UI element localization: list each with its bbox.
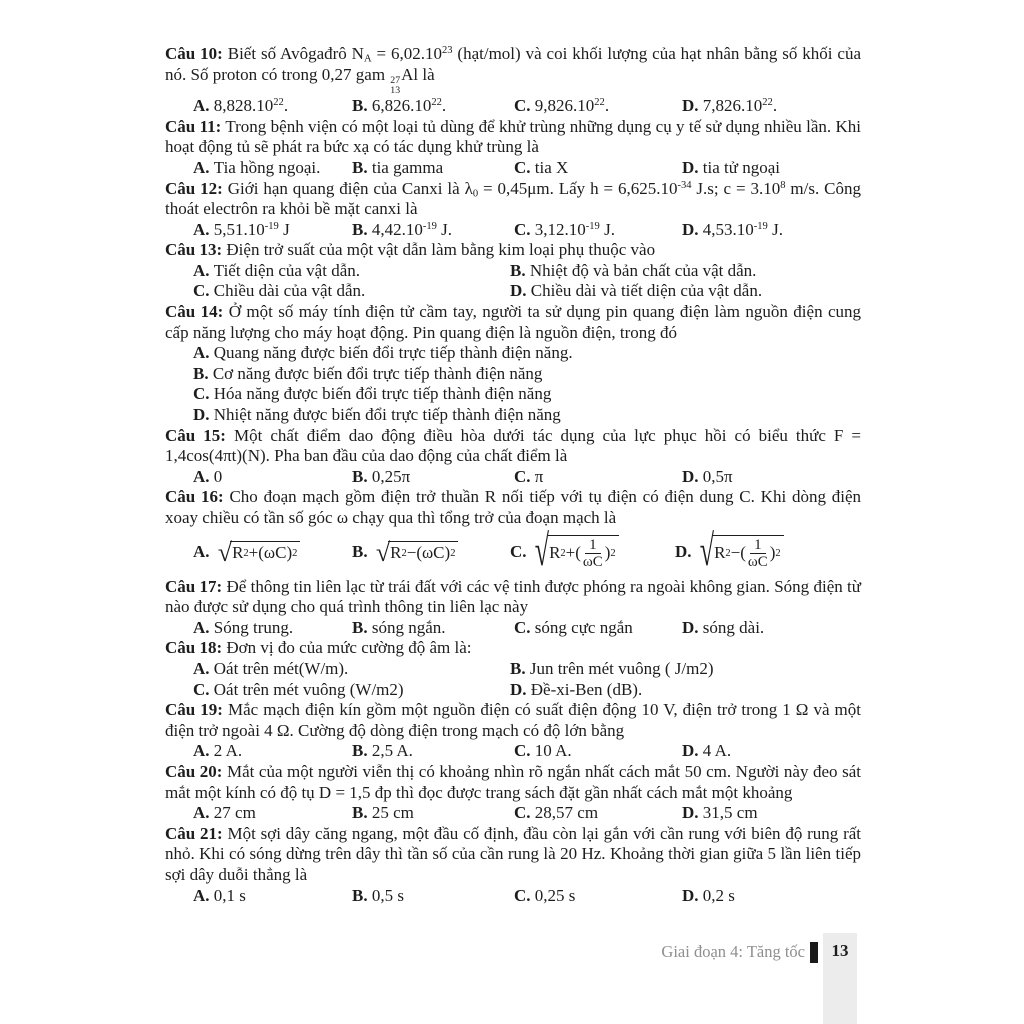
option-label: D. (193, 405, 210, 425)
isotope-notation: 27 13 (390, 75, 401, 97)
question-item (165, 762, 861, 824)
answer-option-a (193, 261, 360, 282)
option-label: C. (514, 466, 531, 486)
answer-option-d (510, 281, 762, 302)
option-text: Nhiệt độ và bản chất của vật dẫn. (529, 260, 757, 280)
question-item (165, 179, 861, 241)
question-item (165, 577, 861, 639)
option-label: C. (510, 542, 527, 562)
options-row (165, 680, 861, 701)
option-label: D. (682, 617, 699, 637)
question-item (165, 824, 861, 906)
option-label: B. (352, 542, 368, 562)
answer-option-c (514, 803, 598, 824)
option-text: Jun trên mét vuông ( J/m2) (529, 658, 714, 678)
answer-option-c (514, 158, 568, 179)
question-number: Câu 21: (165, 823, 223, 843)
option-text: π (534, 466, 544, 486)
options-row (165, 618, 861, 639)
question-item (165, 44, 861, 117)
question-stem (165, 762, 861, 803)
answer-option-b (352, 96, 446, 117)
question-text: Trong bệnh viện có một loại tủ dùng để khử trùng những dụng cụ y tế sử dụng nhiều lần. Khi hoạt động tủ sẽ phát ra bức xạ có tác dụng khử trùng là (165, 116, 861, 157)
answer-option-a (193, 158, 320, 179)
question-text: Để thông tin liên lạc từ trái đất với các vệ tinh được phóng ra ngoài không gian. Sóng điện từ nào được sử dụng cho quá trình thông tin liên lạc này (165, 576, 861, 617)
option-label: A. (193, 542, 210, 562)
option-text: 31,5 cm (702, 803, 758, 823)
question-stem (165, 117, 861, 158)
option-label: D. (682, 96, 699, 116)
option-text: 2 A. (213, 741, 243, 761)
option-text: Tiết diện của vật dẫn. (213, 260, 360, 280)
option-label: D. (682, 466, 699, 486)
answer-option-b (352, 220, 452, 241)
answer-option-b (352, 529, 458, 577)
option-label: B. (352, 885, 368, 905)
option-text: Hóa năng được biến đổi trực tiếp thành điện năng (213, 384, 552, 404)
option-text: 6,826.10$^{22}$. (371, 96, 447, 116)
answer-option-b (193, 364, 542, 385)
fraction: $\frac{1}{\omega C}$ (747, 536, 768, 571)
option-label: A. (193, 466, 210, 486)
answer-option-a (193, 659, 348, 680)
answer-option-d (682, 618, 764, 639)
option-text: tia gamma (371, 157, 444, 177)
question-text: Biết số Avôgađrô $N_A = 6,02.10^{23}$ (hạt/mol) và coi khối lượng của hạt nhân bằng số khối của nó. Số proton có trong 0,27 gam 27 13 Al là (165, 44, 862, 97)
option-text: Sóng trung. (213, 617, 294, 637)
option-text: $3,12.10^{-19}$ J. (534, 219, 615, 239)
question-number: Câu 11: (165, 116, 222, 136)
option-label: C. (514, 617, 531, 637)
answer-option-d (682, 220, 783, 241)
option-text: 0,2 s (702, 885, 735, 905)
option-label: D. (682, 157, 699, 177)
option-text: $4,53.10^{-19}$ J. (702, 219, 783, 239)
sqrt-radical-icon: √ (217, 537, 233, 567)
question-stem (165, 700, 861, 741)
question-stem (165, 302, 861, 343)
answer-option-b (510, 261, 756, 282)
option-label: B. (352, 466, 368, 486)
option-text: Cơ năng được biến đổi trực tiếp thành điện năng (212, 363, 543, 383)
answer-option-d (682, 158, 780, 179)
options-row (165, 803, 861, 824)
options-row (165, 384, 861, 405)
answer-option-d (682, 886, 735, 907)
question-stem (165, 179, 861, 220)
option-label: B. (352, 741, 368, 761)
option-text: Oát trên mét(W/m). (213, 658, 349, 678)
answer-option-c (510, 525, 619, 577)
option-label: C. (514, 803, 531, 823)
option-text: sóng cực ngắn (534, 617, 633, 637)
question-text: Mắc mạch điện kín gồm một nguồn điện có suất điện động 10 V, điện trở trong 1 Ω và một điện trở ngoài 4 Ω. Cường độ dòng điện trong mạch có độ lớn bằng (165, 700, 861, 740)
answer-option-b (352, 467, 410, 488)
sqrt-radical-icon: √ (375, 537, 391, 567)
option-label: C. (514, 157, 531, 177)
option-label: B. (510, 260, 526, 280)
option-label: D. (510, 679, 527, 699)
answer-option-a (193, 220, 290, 241)
option-label: B. (193, 363, 209, 383)
option-label: B. (352, 219, 368, 239)
footer-divider-bar (810, 942, 818, 963)
answer-option-d (682, 96, 777, 117)
option-text: 8,828.10$^{22}$. (213, 96, 289, 116)
square-root-formula: √ R 2 +( $\frac{1}{\omega C}$ ) 2 (535, 535, 619, 571)
option-label: D. (682, 803, 699, 823)
option-label: D. (682, 741, 699, 761)
question-text: Điện trở suất của một vật dẫn làm bằng kim loại phụ thuộc vào (226, 240, 656, 260)
question-number: Câu 19: (165, 700, 223, 720)
options-row (165, 467, 861, 488)
answer-option-b (352, 618, 446, 639)
answer-option-d (510, 680, 642, 701)
options-row (165, 659, 861, 680)
sqrt-radical-icon: √ (699, 525, 715, 575)
answer-option-a (193, 886, 246, 907)
options-row (165, 886, 861, 907)
option-text: 0,5π (702, 466, 733, 486)
option-label: C. (514, 219, 531, 239)
question-item (165, 638, 861, 700)
square-root-formula: √ R 2 +(ωC) 2 (218, 540, 301, 566)
page-number: 13 (831, 941, 849, 960)
option-text: 0,25 s (534, 885, 576, 905)
option-text: 28,57 cm (534, 803, 599, 823)
answer-option-b (510, 659, 714, 680)
question-text: Một sợi dây căng ngang, một đầu cố định, đầu còn lại gắn với cần rung với biên độ rung rất nhỏ. Khi có sóng dừng trên dây thì tần số của cần rung là 20 Hz. Khoảng thời gian giữa 5 lần liên tiếp sợi dây duỗi thẳng là (165, 823, 861, 884)
option-label: A. (193, 343, 210, 363)
footer-section-label: Giai đoạn 4: Tăng tốc (661, 942, 805, 961)
option-text: Quang năng được biến đổi trực tiếp thành điện năng. (213, 343, 573, 363)
option-text: 0,25π (371, 466, 411, 486)
option-label: D. (675, 542, 692, 562)
option-label: A. (193, 219, 210, 239)
options-row (165, 405, 861, 426)
answer-option-d (682, 741, 731, 762)
question-text: Giới hạn quang điện của Canxi là $\lambda_0 = 0,45\mu m$. Lấy $h = 6,625.10^{-34}$ J.s; $c = 3.10^8$ m/s. Công thoát electrôn ra khỏi bề mặt canxi là (165, 178, 861, 219)
options-row (165, 343, 861, 364)
question-item (165, 240, 861, 302)
option-label: A. (193, 658, 210, 678)
answer-option-c (193, 680, 404, 701)
answer-option-b (352, 158, 443, 179)
question-stem (165, 44, 861, 96)
option-label: C. (193, 679, 210, 699)
option-label: A. (193, 96, 210, 116)
option-label: C. (514, 741, 531, 761)
answer-option-b (352, 803, 414, 824)
square-root-formula: √ R 2 −( $\frac{1}{\omega C}$ ) 2 (700, 535, 784, 571)
option-text: sóng ngắn. (371, 617, 446, 637)
option-label: C. (193, 384, 210, 404)
option-label: B. (510, 658, 526, 678)
option-text: 0 (213, 466, 223, 486)
answer-option-a (193, 343, 573, 364)
question-text: Một chất điểm dao động điều hòa dưới tác dụng của lực phục hồi có biểu thức F = 1,4cos(4πt)(N). Pha ban đầu của dao động của chất điểm là (165, 425, 861, 466)
question-list (165, 44, 861, 906)
question-stem (165, 577, 861, 618)
options-row (165, 281, 861, 302)
question-stem (165, 638, 861, 659)
question-number: Câu 18: (165, 638, 223, 658)
option-label: D. (682, 885, 699, 905)
answer-option-c (193, 384, 551, 405)
answer-option-c (514, 467, 543, 488)
options-row (165, 158, 861, 179)
option-text: Chiều dài của vật dẫn. (213, 281, 366, 301)
page-edge-strip (823, 933, 857, 1024)
answer-option-a (193, 803, 256, 824)
question-number: Câu 14: (165, 302, 224, 322)
option-text: Chiều dài và tiết diện của vật dẫn. (530, 281, 763, 301)
option-text: 25 cm (371, 803, 414, 823)
option-label: D. (682, 219, 699, 239)
answer-option-c (514, 220, 615, 241)
square-root-formula: √ R 2 −(ωC) 2 (376, 540, 459, 566)
answer-option-b (352, 886, 404, 907)
question-stem (165, 487, 861, 528)
answer-option-a (193, 618, 293, 639)
option-label: A. (193, 617, 210, 637)
answer-option-a (193, 96, 288, 117)
answer-option-c (514, 96, 609, 117)
answer-option-a (193, 529, 300, 577)
answer-option-c (514, 618, 633, 639)
question-stem (165, 426, 861, 467)
answer-option-a (193, 467, 222, 488)
answer-option-d (682, 803, 758, 824)
option-text: 0,5 s (371, 885, 404, 905)
question-number: Câu 20: (165, 761, 223, 781)
question-text: Ở một số máy tính điện tử cầm tay, người ta sử dụng pin quang điện làm nguồn điện cung cấp năng lượng cho máy hoạt động. Pin quang điện là nguồn điện, trong đó (165, 302, 862, 342)
question-item (165, 700, 861, 762)
sqrt-radical-icon: √ (534, 525, 550, 575)
option-label: A. (193, 803, 210, 823)
question-stem (165, 824, 861, 886)
answer-option-c (193, 281, 365, 302)
option-text: Tia hồng ngoại. (213, 157, 321, 177)
option-label: C. (514, 96, 531, 116)
options-row (165, 96, 861, 117)
question-text: Đơn vị đo của mức cường độ âm là: (226, 638, 472, 658)
fraction: $\frac{1}{\omega C}$ (582, 536, 603, 571)
option-label: B. (352, 803, 368, 823)
answer-option-d (193, 405, 561, 426)
question-number: Câu 16: (165, 487, 224, 507)
question-item (165, 302, 861, 426)
answer-option-d (675, 525, 784, 577)
option-text: $5,51.10^{-19}$ J (213, 219, 290, 239)
question-stem (165, 240, 861, 261)
option-text: 27 cm (213, 803, 256, 823)
question-number: Câu 17: (165, 576, 223, 596)
option-text: 2,5 A. (371, 741, 413, 761)
option-text: 10 A. (534, 741, 572, 761)
option-text: 7,826.10$^{22}$. (702, 96, 778, 116)
options-row (165, 364, 861, 385)
option-label: B. (352, 96, 368, 116)
option-label: C. (193, 281, 210, 301)
question-number: Câu 12: (165, 178, 223, 198)
option-text: sóng dài. (702, 617, 765, 637)
answer-option-c (514, 741, 572, 762)
question-item (165, 426, 861, 488)
option-text: 9,826.10$^{22}$. (534, 96, 610, 116)
question-number: Câu 10: (165, 44, 223, 63)
option-text: Oát trên mét vuông (W/m2) (213, 679, 404, 699)
answer-option-a (193, 741, 242, 762)
option-text: tia tử ngoại (702, 157, 780, 177)
option-text: 4 A. (702, 741, 732, 761)
option-label: A. (193, 741, 210, 761)
option-label: D. (510, 281, 527, 301)
option-label: A. (193, 260, 210, 280)
option-label: A. (193, 157, 210, 177)
question-number: Câu 15: (165, 425, 226, 445)
answer-option-d (682, 467, 733, 488)
option-label: B. (352, 617, 368, 637)
options-row (165, 220, 861, 241)
option-text: Nhiệt năng được biến đổi trực tiếp thành điện năng (213, 405, 561, 425)
answer-option-c (514, 886, 575, 907)
question-item (165, 487, 861, 576)
option-text: tia X (534, 157, 569, 177)
option-text: 0,1 s (213, 885, 246, 905)
option-text: Đề-xi-Ben (dB). (530, 679, 643, 699)
option-label: B. (352, 157, 368, 177)
question-text: Mắt của một người viễn thị có khoảng nhìn rõ ngắn nhất cách mắt 50 cm. Người này đeo sát mắt một kính có độ tụ D = 1,5 đp thì đọc được trang sách đặt gần nhất cách mắt một khoảng (165, 761, 861, 802)
question-text: Cho đoạn mạch gồm điện trở thuần R nối tiếp với tụ điện có điện dung C. Khi dòng điện xoay chiều có tần số góc ω chạy qua thì tổng trở của đoạn mạch là (165, 487, 861, 527)
options-row (165, 525, 861, 577)
options-row (165, 741, 861, 762)
answer-option-b (352, 741, 413, 762)
option-label: C. (514, 885, 531, 905)
question-item (165, 117, 861, 179)
option-text: $4,42.10^{-19}$ J. (371, 219, 453, 239)
options-row (165, 261, 861, 282)
question-number: Câu 13: (165, 240, 223, 260)
option-label: A. (193, 885, 210, 905)
